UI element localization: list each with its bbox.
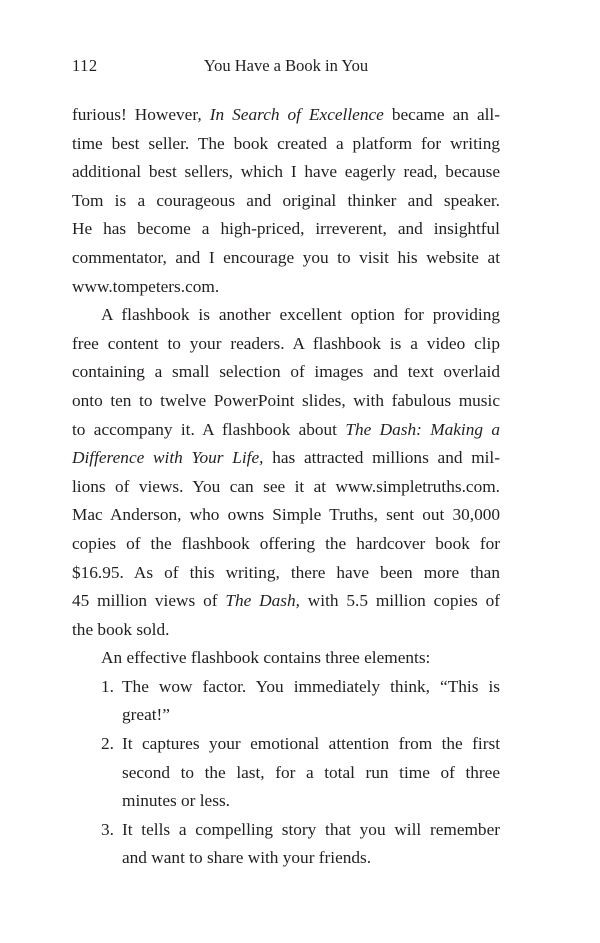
text-line [72,473,500,502]
text-segment: An effective flashbook contains three elements: [101,648,431,668]
text-segment: $16.95. As of this writing, there have been more than [72,562,500,582]
text-line [72,444,500,473]
text-segment: free content to your readers. A flashbook is a video clip [72,333,500,353]
italic-title: The Dash, [225,591,300,611]
text-segment: He has become a high-priced, irreverent, and insightful [72,219,500,239]
text-segment: onto ten to twelve PowerPoint slides, with fabulous music [72,390,500,410]
running-title-text: You Have a Book in You [203,56,369,75]
text-segment: A flashbook is another excellent option for providing [101,305,500,325]
body-text [72,101,500,873]
text-segment: became an all- [383,105,500,124]
text-segment: It captures your emotional attention from the first [122,734,500,754]
list-number: 3. [101,819,114,839]
text-line [72,301,500,330]
text-segment: with 5.5 million copies of [299,591,500,611]
text-segment: the book sold. [72,619,170,639]
text-segment: It tells a compelling story that you will remember [122,819,500,839]
text-line [72,416,500,445]
text-segment: lions of views. You can see it at www.simpletruths.com. [72,476,500,496]
list-number: 2. [101,734,114,754]
text-segment: commentator, and I encourage you to visit his website at [72,247,500,267]
list-item-line [72,673,500,702]
text-segment: has attracted millions and mil- [263,448,500,468]
text-segment: time best seller. The book created a platform for writing [72,133,500,153]
text-line [72,501,500,530]
text-line [72,644,500,673]
text-segment: minutes or less. [122,791,230,811]
text-line [72,215,500,244]
italic-title: Difference with Your Life, [72,448,264,468]
text-segment: and want to share with your friends. [122,848,372,868]
text-segment: containing a small selection of images and text overlaid [72,362,500,382]
list-item-line [72,730,500,759]
text-segment: Mac Anderson, who owns Simple Truths, sent out 30,000 [72,505,500,525]
text-segment: to accompany it. A flashbook about [72,419,346,439]
text-segment: second to the last, for a total run time of three [122,762,500,782]
text-line [72,358,500,387]
text-segment: www.tompeters.com. [72,276,220,296]
italic-title: In Search of Excellence [209,105,384,124]
page-number: 112 [72,56,98,75]
list-item-line [72,787,500,816]
text-line [72,273,500,302]
text-segment: additional best sellers, which I have eagerly read, because [72,162,500,182]
list-item-line [72,701,500,730]
text-line [72,387,500,416]
text-line [72,587,500,616]
text-line [72,616,500,645]
text-line [72,530,500,559]
text-segment: Tom is a courageous and original thinker and speaker. [72,190,500,210]
text-line [72,330,500,359]
text-segment: copies of the flashbook offering the hardcover book for [72,533,500,553]
text-segment: The wow factor. You immediately think, “This is [122,676,500,696]
text-segment: great!” [122,705,170,725]
list-item-line [72,759,500,788]
text-line [72,187,500,216]
text-segment: 45 million views of [72,591,226,611]
text-segment: furious! However, [72,105,210,124]
list-item-line [72,844,500,873]
list-number: 1. [101,676,114,696]
text-line [72,130,500,159]
text-line [72,101,500,130]
text-line [72,158,500,187]
text-line [72,244,500,273]
text-line [72,559,500,588]
running-title [0,56,572,76]
list-item-line [72,816,500,845]
italic-title: The Dash: Making a [345,419,500,439]
